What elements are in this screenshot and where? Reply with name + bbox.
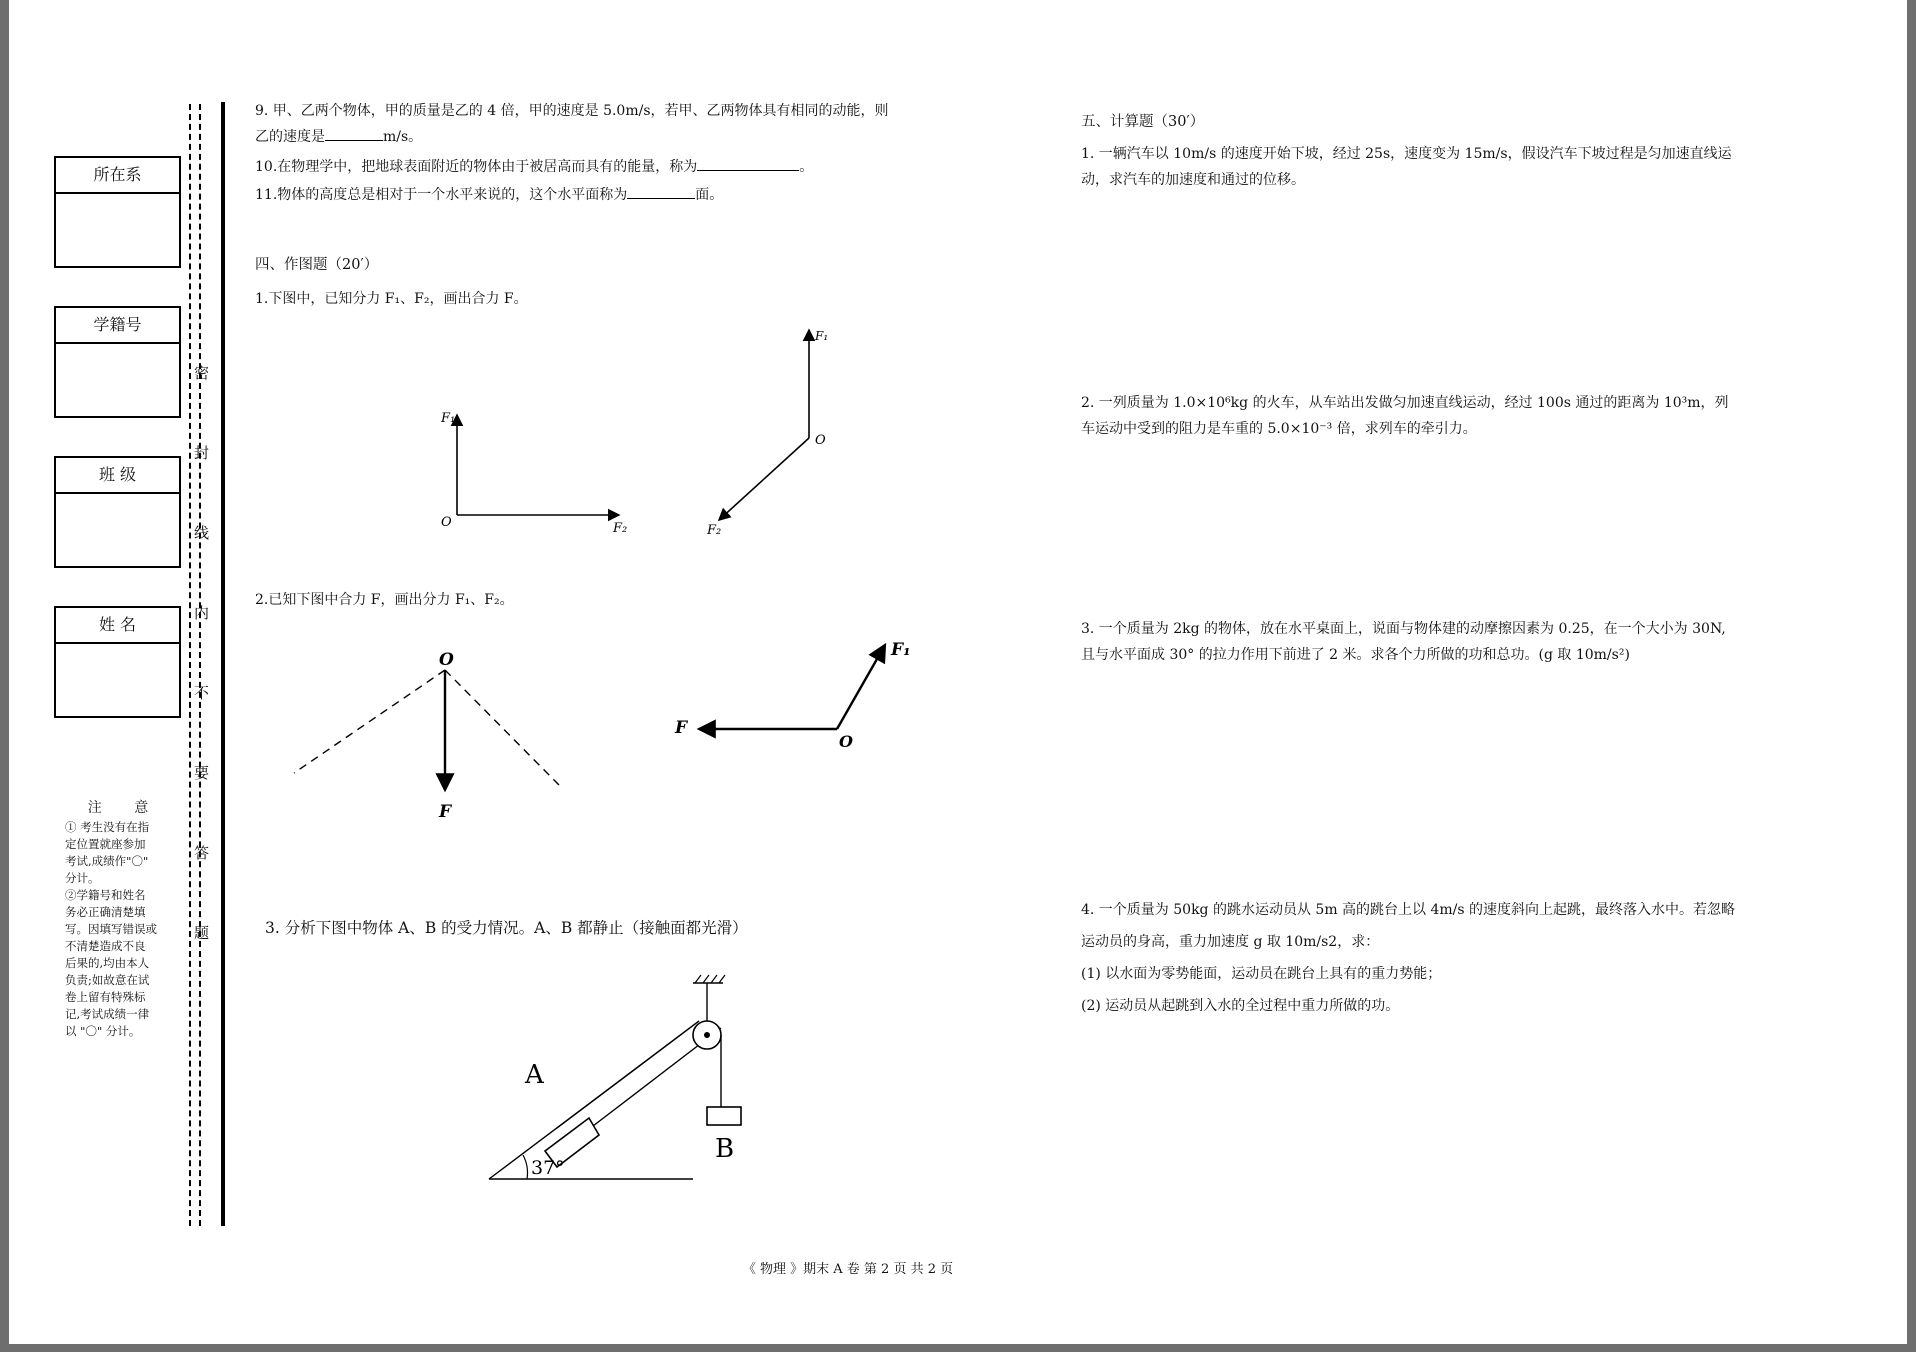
label-o-d: O — [839, 732, 853, 751]
note-line: 不清楚造成不良 — [65, 939, 146, 953]
exam-page — [9, 0, 1907, 1344]
note-line: 定位置就座参加 — [65, 837, 146, 851]
binding-line — [221, 102, 225, 1226]
question-11-end: 面。 — [695, 187, 724, 203]
ceiling-hatch — [695, 975, 725, 983]
calc-question-1-line-2: 动，求汽车的加速度和通过的位移。 — [1081, 172, 1305, 188]
label-f1-b: F₁ — [815, 329, 829, 343]
section-5-heading: 五、计算题（30′） — [1081, 114, 1205, 130]
dashed-line-left — [294, 670, 445, 773]
label-o: O — [441, 515, 452, 530]
seal-dashed-line — [189, 104, 191, 1226]
note-line: ②学籍号和姓名 — [65, 888, 146, 902]
name-box — [54, 606, 181, 718]
label-f2-b: F₂ — [707, 523, 722, 538]
block-b — [707, 1107, 741, 1125]
calc-question-3-line-2: 且与水平面成 30° 的拉力作用下前进了 2 米。求各个力所做的功和总功。(g 取 10m/s²) — [1081, 647, 1630, 663]
incline-pulley-figure — [479, 965, 819, 1185]
question-9-unit: m/s。 — [383, 129, 423, 145]
note-line: 负责;如故意在试 — [65, 973, 150, 987]
drawing-question-3: 3. 分析下图中物体 A、B 的受力情况。A、B 都静止（接触面都光滑） — [265, 919, 748, 937]
pulley-axle — [704, 1032, 710, 1038]
force-figure-1 — [409, 320, 869, 540]
calc-question-4 — [1081, 894, 1735, 1022]
seal-dashed-line-2 — [199, 104, 201, 1226]
seal-char: 线 — [194, 524, 210, 542]
note-line: 务必正确清楚填 — [65, 905, 146, 919]
label-f-c: F — [675, 718, 688, 738]
dashed-line-right — [445, 670, 559, 785]
note-line: 以 "〇" 分计。 — [65, 1024, 141, 1038]
f2-arrow-b — [719, 438, 809, 520]
name-label: 姓 名 — [56, 608, 179, 644]
seal-char: 答 — [194, 844, 210, 862]
name-field — [56, 644, 179, 716]
note-line: 卷上留有特殊标 — [65, 990, 146, 1004]
label-f1: F₁ — [441, 411, 456, 426]
student-id-label: 学籍号 — [56, 308, 179, 344]
calc-question-4-part-1: (1) 以水面为零势能面，运动员在跳台上具有的重力势能； — [1081, 966, 1442, 982]
seal-char: 要 — [194, 764, 210, 782]
seal-char: 内 — [194, 604, 210, 622]
force-figure-2 — [289, 625, 929, 835]
seal-char: 封 — [194, 444, 210, 462]
drawing-question-1: 1.下图中，已知分力 F₁、F₂，画出合力 F。 — [255, 291, 528, 307]
class-box — [54, 456, 181, 568]
question-11-text: 11.物体的高度总是相对于一个水平来说的，这个水平面称为 — [255, 187, 628, 203]
label-f1-c: F₁ — [891, 640, 911, 660]
student-id-field — [56, 344, 179, 416]
label-a: A — [525, 1060, 544, 1090]
class-field — [56, 494, 179, 566]
seal-char: 不 — [194, 684, 210, 702]
question-10-text: 10.在物理学中，把地球表面附近的物体由于被居高而具有的能量，称为 — [255, 159, 698, 175]
question-10 — [255, 154, 813, 180]
exam-note — [65, 800, 185, 1040]
calc-question-1-line-1: 1. 一辆汽车以 10m/s 的速度开始下坡，经过 25s，速度变为 15m/s，假设汽车下坡过程是匀加速直线运 — [1081, 146, 1732, 162]
department-field — [56, 194, 179, 266]
note-line: 考试,成绩作"〇" — [65, 854, 149, 868]
note-line: 写。因填写错误或 — [65, 922, 157, 936]
class-label: 班 级 — [56, 458, 179, 494]
note-line: 后果的,均由本人 — [65, 956, 150, 970]
drawing-question-2: 2.已知下图中合力 F，画出分力 F₁、F₂。 — [255, 592, 514, 608]
f1-arrow-c — [837, 645, 885, 729]
calc-question-2 — [1081, 390, 1729, 442]
label-f2: F₂ — [613, 521, 628, 536]
question-10-end: 。 — [799, 159, 814, 175]
calc-question-3 — [1081, 616, 1726, 668]
page-footer: 《 物理 》期末 A 卷 第 2 页 共 2 页 — [742, 1262, 954, 1277]
calc-question-1 — [1081, 141, 1732, 193]
label-angle: 37° — [531, 1157, 565, 1179]
question-9-text: 乙的速度是 — [255, 129, 325, 145]
section-4-heading: 四、作图题（20′） — [255, 257, 379, 273]
student-id-box — [54, 306, 181, 418]
calc-question-3-line-1: 3. 一个质量为 2kg 的物体，放在水平桌面上，说面与物体建的动摩擦因素为 0.25，在一个大小为 30N, — [1081, 621, 1726, 637]
label-o-c: O — [439, 650, 454, 670]
note-line: ① 考生没有在指 — [65, 820, 150, 834]
question-9-line-2 — [255, 124, 889, 150]
answer-blank — [627, 198, 695, 199]
label-b: B — [715, 1134, 735, 1164]
calc-question-4-line-2: 运动员的身高，重力加速度 g 取 10m/s2，求： — [1081, 934, 1380, 950]
note-title: 注 意 — [87, 800, 163, 816]
calc-question-4-part-2: (2) 运动员从起跳到入水的全过程中重力所做的功。 — [1081, 998, 1400, 1014]
seal-char: 题 — [194, 924, 210, 942]
calc-question-2-line-2: 车运动中受到的阻力是车重的 5.0×10⁻³ 倍，求列车的牵引力。 — [1081, 421, 1477, 437]
incline-top-edge — [557, 1021, 699, 1128]
answer-blank — [697, 170, 799, 171]
angle-arc — [523, 1155, 527, 1179]
label-o-b: O — [815, 433, 826, 448]
answer-blank — [325, 140, 383, 141]
calc-question-4-line-1: 4. 一个质量为 50kg 的跳水运动员从 5m 高的跳台上以 4m/s 的速度斜向上起跳，最终落入水中。若忽略 — [1081, 902, 1736, 918]
question-9 — [255, 98, 889, 150]
note-line: 记,考试成绩一律 — [65, 1007, 150, 1021]
question-11 — [255, 182, 723, 208]
calc-question-2-line-1: 2. 一列质量为 1.0×10⁶kg 的火车，从车站出发做匀加速直线运动，经过 100s 通过的距离为 10³m，列 — [1081, 395, 1729, 411]
department-box — [54, 156, 181, 268]
department-label: 所在系 — [56, 158, 179, 194]
seal-char: 密 — [194, 364, 210, 382]
question-9-line-1: 9. 甲、乙两个物体，甲的质量是乙的 4 倍，甲的速度是 5.0m/s，若甲、乙两物体具有相同的动能，则 — [255, 103, 889, 119]
label-f: F — [439, 802, 452, 822]
note-line: 分计。 — [65, 871, 100, 885]
